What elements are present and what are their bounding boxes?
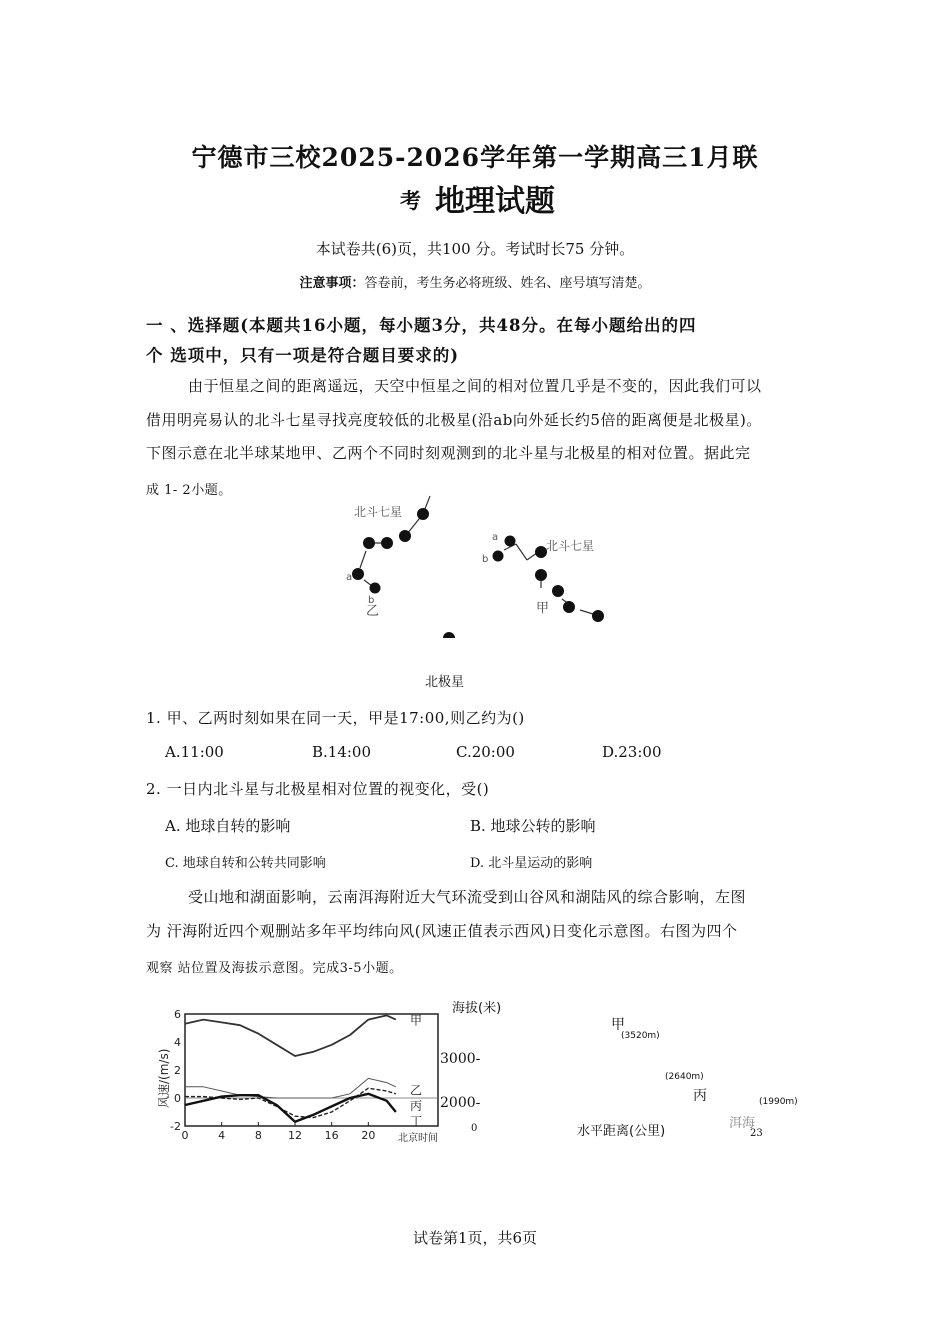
x-tick-label: 20 — [361, 1129, 376, 1142]
station-jia: 甲 — [611, 1017, 625, 1033]
star-a — [505, 536, 516, 547]
label-b: b — [482, 554, 489, 565]
series-label-2: 乙 — [410, 1083, 423, 1098]
page-title: 宁德市三校2025-2026学年第一学期高三1月联 — [191, 143, 759, 172]
section-heading-line2: 个 选项中，只有一项是符合题目要求的) — [146, 346, 460, 365]
star — [563, 601, 575, 613]
elev-xlabel: 水平距离(公里) — [577, 1124, 666, 1139]
star-b — [493, 551, 504, 562]
notice — [0, 272, 950, 291]
x-tick-label: 16 — [324, 1129, 339, 1142]
y-tick-label: -2 — [170, 1120, 181, 1133]
star — [552, 585, 564, 597]
figure1-caption: 北极星 — [425, 675, 465, 690]
passage1-line4: 成 1- 2小题。 — [146, 483, 232, 498]
y-tick-label: 6 — [174, 1008, 181, 1021]
x-axis-label: 北京时间 — [398, 1133, 438, 1144]
star — [399, 530, 411, 542]
y-tick-label: 4 — [174, 1036, 181, 1049]
passage2-line3: 观察 站位置及海拔示意图。完成3-5小题。 — [146, 961, 403, 976]
page-title-line2 — [400, 176, 555, 220]
question-2: 2. 一日内北斗星与北极星相对位置的视变化，受() — [146, 780, 490, 798]
label-jia: 甲 — [536, 601, 550, 616]
passage1-line1: 由于恒星之间的距离遥远，天空中恒星之间的相对位置几乎是不变的，因此我们可以 — [188, 377, 762, 395]
lake-label: 洱海 — [729, 1116, 756, 1131]
x-tick-label: 8 — [254, 1129, 262, 1142]
star — [535, 569, 547, 581]
label-yi: 乙 — [366, 604, 380, 619]
station-bing: 丙 — [693, 1088, 707, 1104]
star-a — [352, 568, 364, 580]
subject-title: 地理试题 — [435, 184, 555, 219]
label-a: a — [492, 532, 499, 543]
q1-option-d[interactable]: D.23:00 — [602, 743, 662, 761]
wind-speed-chart — [150, 1000, 440, 1150]
star — [417, 508, 429, 520]
x-tick-label: 0 — [181, 1129, 189, 1142]
label-b: b — [368, 595, 375, 606]
dipper-jia — [482, 532, 604, 622]
exam-info: 本试卷共(6)页，共100 分。考试时长75 分钟。 — [315, 240, 635, 258]
y-tick-label: 2 — [174, 1064, 181, 1077]
elev-tick-2000: 2000- — [440, 1095, 481, 1111]
passage1-line2: 借用明亮易认的北斗七星寻找亮度较低的北极星(沿ab向外延长约5倍的距离便是北极星)。 — [146, 411, 762, 429]
station-jia-alt: (3520m) — [621, 1031, 660, 1041]
star — [381, 537, 393, 549]
x-tick-label: 4 — [218, 1129, 226, 1142]
series-line-1 — [185, 1015, 396, 1056]
plot-frame — [185, 1014, 438, 1129]
passage1-line3: 下图示意在北半球某地甲、乙两个不同时刻观测到的北斗星与北极星的相对位置。据此完 — [146, 444, 751, 462]
x-tick-label: 12 — [288, 1129, 302, 1142]
polaris-star — [443, 632, 455, 638]
big-dipper-figure — [330, 488, 630, 638]
star-b — [370, 583, 381, 594]
y-axis-label: 风速/(m/s) — [157, 1048, 171, 1108]
station-4-alt: (1990m) — [759, 1097, 798, 1107]
title-suffix: 考 — [400, 188, 421, 213]
question-1: 1. 甲、乙两时刻如果在同一天，甲是17:00,则乙约为() — [146, 709, 525, 727]
series-label-1: 甲 — [410, 1013, 423, 1028]
q1-option-a[interactable]: A.11:00 — [165, 743, 224, 761]
series-label-3: 丙 — [410, 1099, 423, 1113]
label-dipper-left: 北斗七星 — [354, 505, 403, 519]
elev-ylabel: 海拔(米) — [452, 1001, 502, 1016]
notice-label: 注意事项： — [299, 276, 365, 291]
lake-distance: 23 — [750, 1128, 763, 1139]
page-footer: 试卷第1页，共6页 — [412, 1229, 538, 1247]
label-a: a — [346, 572, 353, 583]
q1-option-c[interactable]: C.20:00 — [456, 743, 515, 761]
star — [592, 610, 604, 622]
q2-option-b[interactable]: B. 地球公转的影响 — [470, 817, 596, 835]
section-heading-line1: 一 、选择题(本题共16小题，每小题3分，共48分。在每小题给出的四 — [146, 316, 697, 335]
elev-origin: 0 — [471, 1123, 478, 1134]
q2-option-a[interactable]: A. 地球自转的影响 — [165, 817, 291, 835]
series-line-3 — [185, 1088, 396, 1117]
station-bing-alt: (2640m) — [665, 1072, 704, 1082]
passage2-line1: 受山地和湖面影响，云南洱海附近大气环流受到山谷风和湖陆风的综合影响，左图 — [188, 888, 747, 906]
label-dipper-right: 北斗七星 — [546, 539, 595, 553]
series-label-4: 丁 — [410, 1114, 423, 1129]
q2-option-c[interactable]: C. 地球自转和公转共同影响 — [165, 856, 326, 871]
star — [363, 537, 375, 549]
dipper-yi — [346, 496, 430, 619]
y-tick-label: 0 — [174, 1092, 181, 1105]
passage2-line2: 为 汗海附近四个观删站多年平均纬向风(风速正值表示西风)日变化示意图。右图为四个 — [146, 922, 738, 940]
elev-tick-3000: 3000- — [440, 1051, 481, 1067]
q1-option-b[interactable]: B.14:00 — [312, 743, 372, 761]
notice-text: 答卷前，考生务必将班级、姓名、座号填写清楚。 — [364, 276, 651, 291]
q2-option-d[interactable]: D. 北斗星运动的影响 — [470, 856, 593, 871]
